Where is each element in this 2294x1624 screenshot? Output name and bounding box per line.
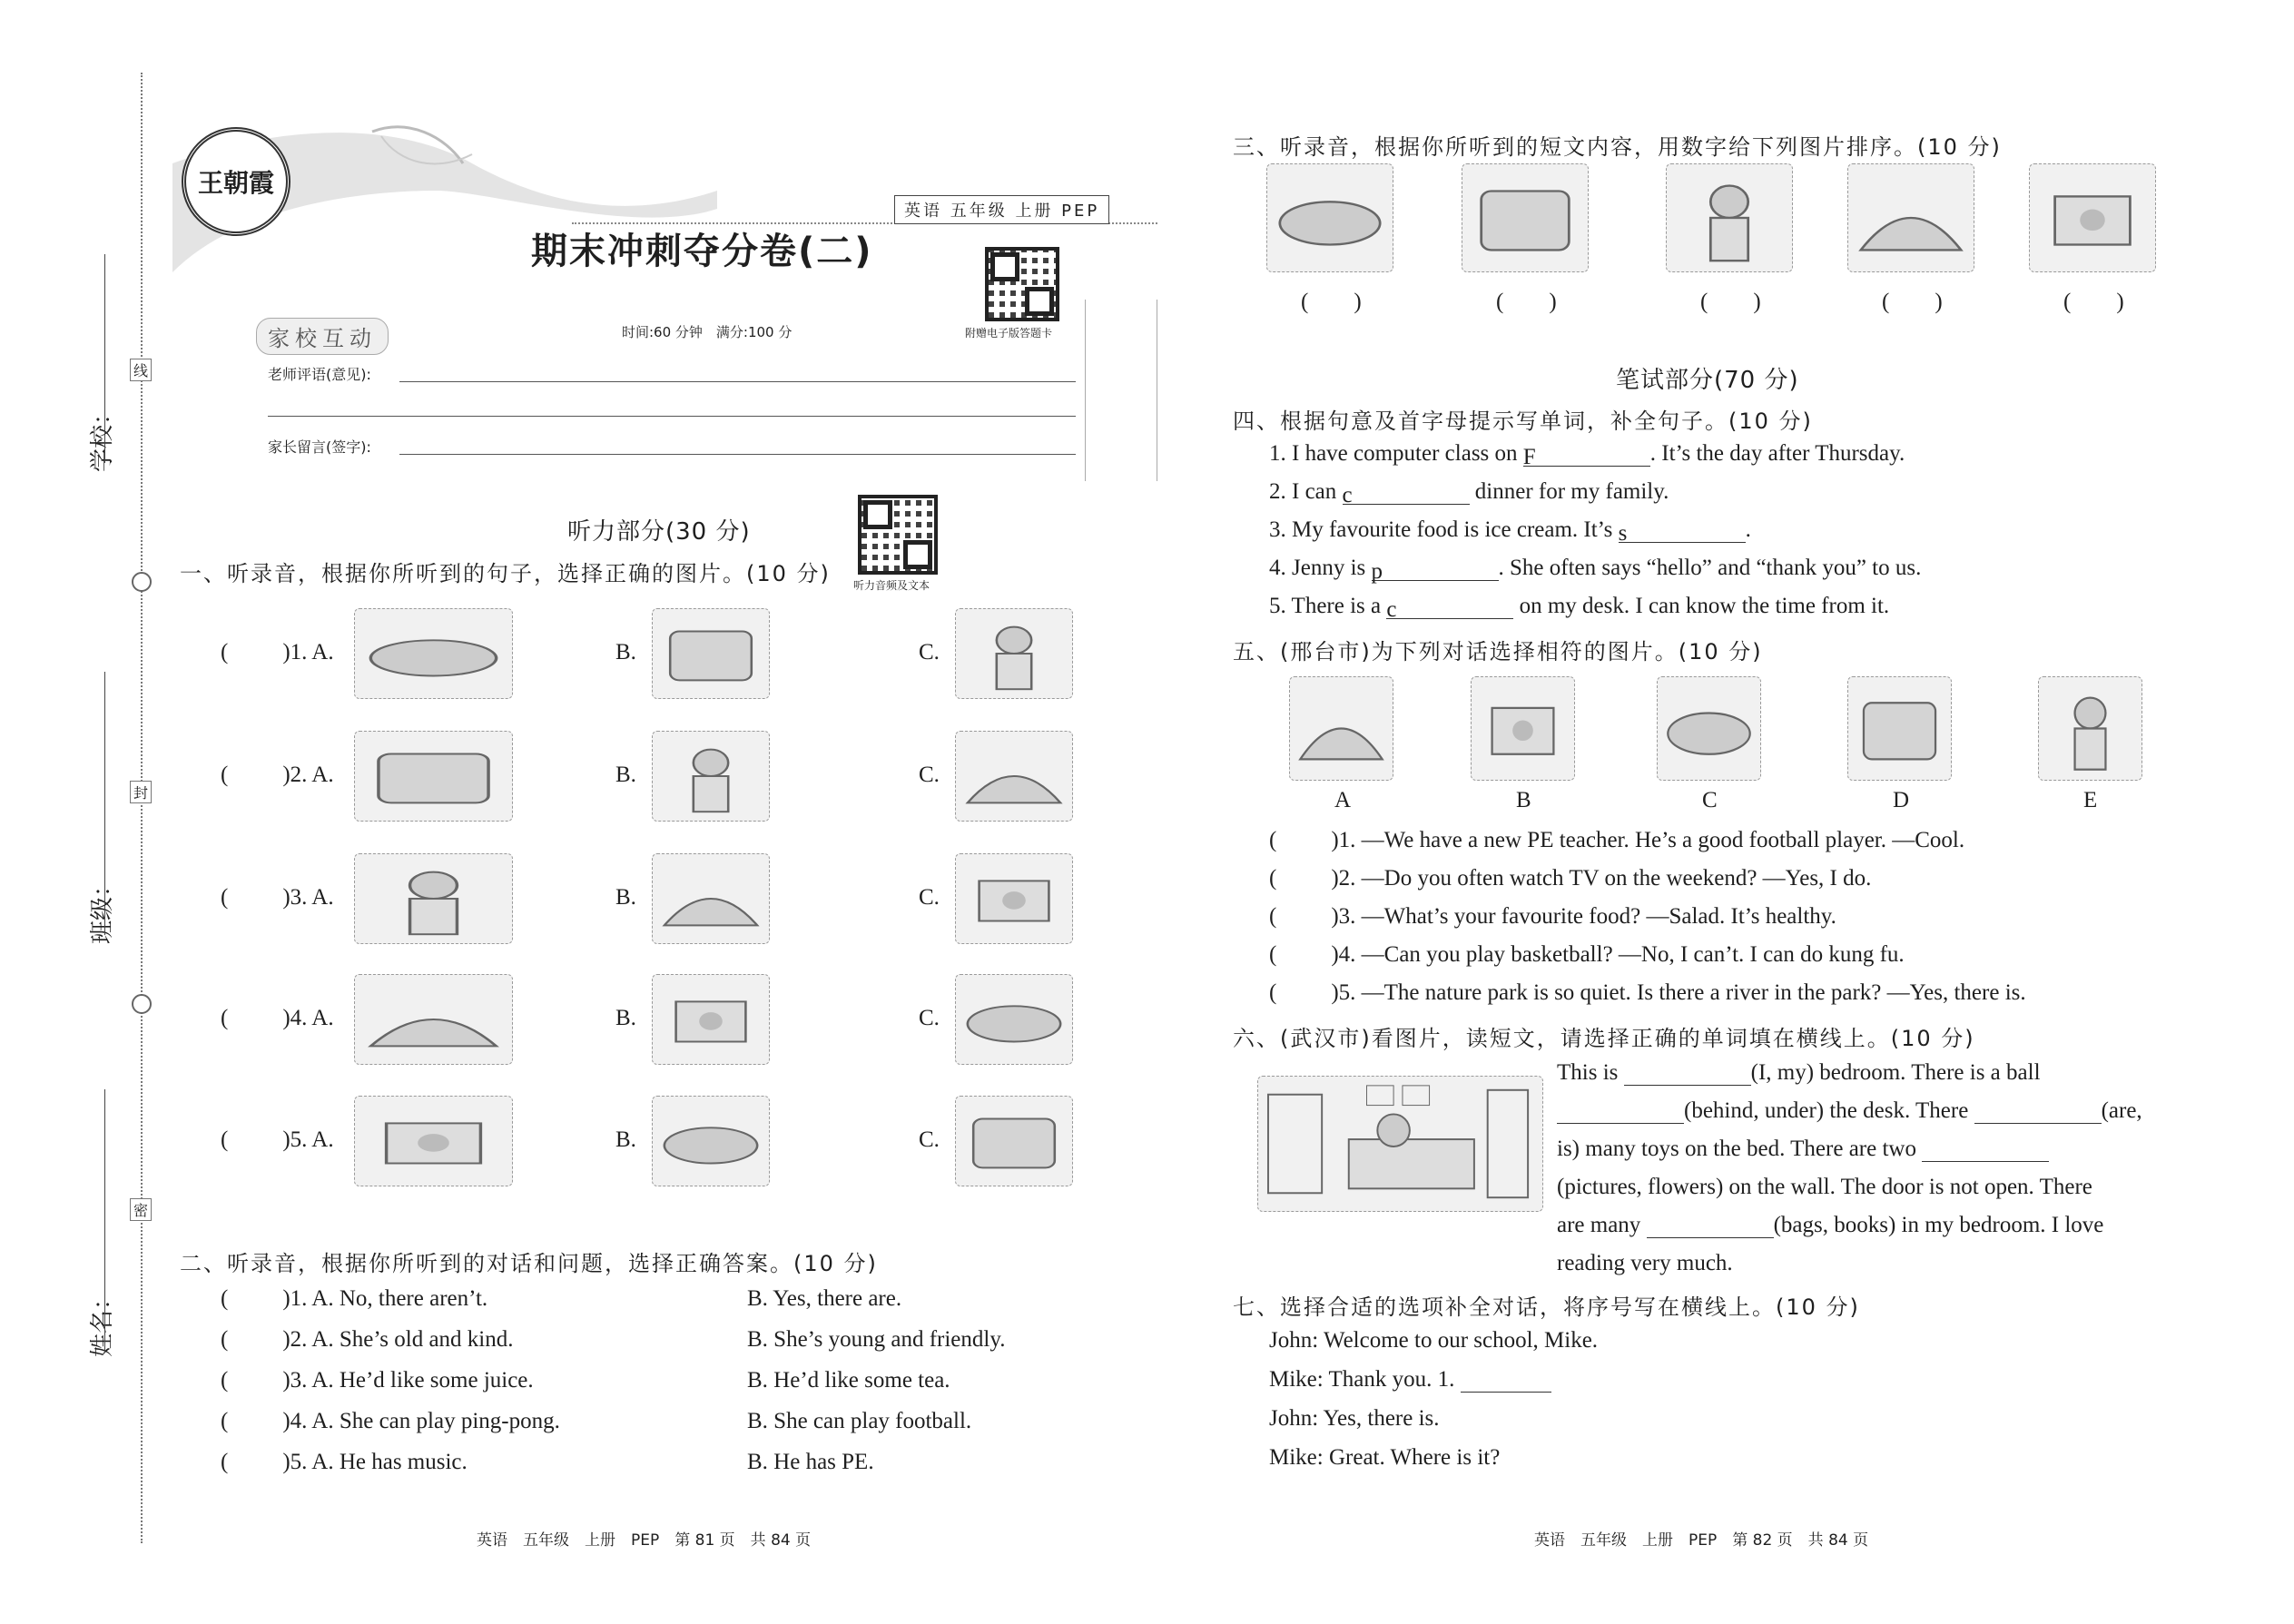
part6-blank[interactable]	[1647, 1216, 1774, 1238]
part2-question-4: ( )4. A. She can play ping-pong.	[221, 1409, 560, 1433]
home-school-banner: 家校互动	[256, 318, 389, 355]
brand-logo	[182, 127, 290, 236]
part1-question-1: ( )1. A.	[221, 640, 334, 664]
part4-blank[interactable]	[1618, 521, 1746, 546]
part1-option-a-label: 5. A.	[290, 1127, 334, 1152]
bedroom-picture	[1257, 1076, 1543, 1212]
part1-option-b-label: B.	[615, 1006, 636, 1030]
part3-picture-1	[1266, 163, 1393, 272]
part1-q2-picture-a	[354, 731, 513, 822]
part4-sentence-2	[1269, 479, 1669, 505]
part7-line-1	[1269, 1328, 1598, 1353]
part1-option-b-label: B.	[615, 640, 636, 664]
part7-dialogue-text: Mike: Thank you. 1.	[1269, 1367, 1461, 1392]
answer-card-qr-code[interactable]	[985, 247, 1059, 321]
part6-blank[interactable]	[1557, 1102, 1684, 1124]
part4-initial-letter: c	[1342, 483, 1353, 507]
part4-blank[interactable]	[1343, 483, 1470, 505]
part5-picture-a	[1289, 676, 1393, 781]
part6-title: 六、(武汉市)看图片，读短文，请选择正确的单词填在横线上。(10 分)	[1233, 1026, 1975, 1051]
part5-picture-d	[1847, 676, 1952, 781]
part3-picture-3	[1666, 163, 1793, 272]
part2-option-b: B. She’s young and friendly.	[747, 1327, 1006, 1352]
part1-q1-picture-a	[354, 608, 513, 699]
binding-dotted-line	[141, 73, 143, 1543]
part1-option-a-label: 4. A.	[290, 1006, 334, 1030]
part1-option-c-label: C.	[919, 1127, 940, 1152]
part3-picture-2	[1462, 163, 1589, 272]
listening-title: 听力部分(30 分)	[567, 518, 751, 546]
part1-option-a-label: 3. A.	[290, 885, 334, 910]
part1-option-a-label: 2. A.	[290, 763, 334, 787]
part1-q4-picture-a	[354, 974, 513, 1065]
part6-line-2	[1557, 1098, 2201, 1124]
part1-option-b-label: B.	[615, 763, 636, 787]
part6-text: (are,	[2101, 1098, 2142, 1123]
part4-initial-letter: F	[1522, 445, 1536, 469]
part3-answer-paren-4[interactable]: ( )	[1882, 290, 1943, 314]
part1-option-b-label: B.	[615, 885, 636, 910]
part3-title: 三、听录音，根据你所听到的短文内容，用数字给下列图片排序。(10 分)	[1233, 134, 2002, 160]
part1-question-4: ( )4. A.	[221, 1006, 334, 1030]
part1-q3-picture-b	[652, 853, 770, 944]
part5-picture-e	[2038, 676, 2142, 781]
part4-sentence-4	[1269, 556, 1922, 584]
part2-question-2: ( )2. A. She’s old and kind.	[221, 1327, 514, 1352]
part3-answer-paren-2[interactable]: ( )	[1496, 290, 1557, 314]
part4-initial-letter: p	[1371, 559, 1383, 584]
part5-picture-b	[1471, 676, 1575, 781]
parent-comment-label: 家长留言(签字):	[268, 438, 371, 456]
part2-option-b: B. She can play football.	[747, 1409, 972, 1433]
part1-option-b-label: B.	[615, 1127, 636, 1152]
part3-answer-paren-5[interactable]: ( )	[2063, 290, 2124, 314]
part4-sentence-1	[1269, 441, 1905, 467]
part6-text: (bags, books) in my bedroom. I love	[1773, 1213, 2104, 1237]
part1-question-2: ( )2. A.	[221, 763, 334, 787]
part2-option-a: 5. A. He has music.	[290, 1450, 468, 1474]
part5-dialogue-5: ( )5. —The nature park is so quiet. Is there a river in the park? —Yes, there is.	[1269, 980, 2026, 1005]
part5-dialogue-1: ( )1. —We have a new PE teacher. He’s a good football player. —Cool.	[1269, 828, 1965, 852]
footer-right: 英语 五年级 上册 PEP 第 82 页 共 84 页	[1534, 1531, 1869, 1550]
part4-initial-letter: c	[1386, 597, 1397, 622]
class-field[interactable]	[104, 672, 105, 935]
part6-line-5	[1557, 1213, 2201, 1238]
part5-dialogue-3: ( )3. —What’s your favourite food? —Salad. It’s healthy.	[1269, 904, 1836, 929]
part6-text: reading very much.	[1557, 1251, 1733, 1275]
part7-line-4	[1269, 1445, 1500, 1471]
brand-logo-text: 王朝霞	[197, 168, 274, 198]
part1-option-a-label: 1. A.	[290, 640, 334, 664]
part6-line-6	[1557, 1251, 2201, 1276]
part5-dialogue-text: 5. —The nature park is so quiet. Is there a river in the park? —Yes, there is.	[1338, 980, 2026, 1005]
part4-sentence-start: 4. Jenny is	[1269, 556, 1372, 580]
answer-card-qr-caption: 附赠电子版答题卡	[965, 327, 1053, 340]
time-info: 时间:60 分钟 满分:100 分	[622, 324, 793, 340]
class-label: 班级：	[89, 872, 116, 944]
series-tag: 英语 五年级 上册 PEP	[894, 195, 1109, 224]
part1-q5-picture-c	[955, 1096, 1073, 1186]
side-char-1: 线	[130, 359, 152, 381]
part1-q2-picture-b	[652, 731, 770, 822]
binding-hole-2	[132, 994, 152, 1014]
header-grid-deco	[1085, 300, 1157, 481]
school-field[interactable]	[104, 254, 105, 463]
part6-text: is) many toys on the bed. There are two	[1557, 1137, 1923, 1161]
part6-blank[interactable]	[1624, 1064, 1751, 1086]
part4-sentence-end: on my desk. I can know the time from it.	[1513, 594, 1890, 618]
part7-title: 七、选择合适的选项补全对话，将序号写在横线上。(10 分)	[1233, 1294, 1860, 1320]
part5-picture-label: D	[1893, 788, 1910, 812]
part2-question-1: ( )1. A. No, there aren’t.	[221, 1286, 488, 1311]
part1-option-c-label: C.	[919, 763, 940, 787]
page-title: 期末冲刺夺分卷(二)	[531, 231, 873, 272]
part4-blank[interactable]	[1523, 445, 1650, 467]
part7-blank[interactable]	[1461, 1371, 1551, 1393]
part2-option-a: 4. A. She can play ping-pong.	[290, 1409, 560, 1433]
part2-option-a: 3. A. He’d like some juice.	[290, 1368, 534, 1393]
part2-option-b: B. He’d like some tea.	[747, 1368, 950, 1393]
part5-dialogue-text: 1. —We have a new PE teacher. He’s a good football player. —Cool.	[1338, 828, 1965, 852]
part1-option-c-label: C.	[919, 640, 940, 664]
part4-sentence-start: 5. There is a	[1269, 594, 1387, 618]
listening-qr-caption: 听力音频及文本	[853, 579, 930, 592]
part2-title: 二、听录音，根据你所听到的对话和问题，选择正确答案。(10 分)	[180, 1251, 878, 1276]
part1-q1-picture-b	[652, 608, 770, 699]
part7-dialogue-text: John: Welcome to our school, Mike.	[1269, 1328, 1599, 1353]
part6-line-1	[1557, 1060, 2201, 1086]
part7-dialogue-text: John: Yes, there is.	[1269, 1406, 1440, 1431]
part1-question-5: ( )5. A.	[221, 1127, 334, 1152]
part6-text: This is	[1557, 1060, 1624, 1085]
part1-q2-picture-c	[955, 731, 1073, 822]
part2-option-a: 1. A. No, there aren’t.	[290, 1286, 488, 1311]
part6-text: (behind, under) the desk. There	[1684, 1098, 1974, 1123]
part5-title: 五、(邢台市)为下列对话选择相符的图片。(10 分)	[1233, 639, 1763, 664]
part6-text: are many	[1557, 1213, 1647, 1237]
part1-question-3: ( )3. A.	[221, 885, 334, 910]
school-label: 学校：	[89, 400, 116, 472]
part4-sentence-end: dinner for my family.	[1469, 479, 1669, 504]
writing-title: 笔试部分(70 分)	[1616, 367, 1799, 394]
part7-line-2	[1269, 1367, 1551, 1393]
teacher-comment-line-2[interactable]	[268, 416, 1076, 417]
part2-option-a: 2. A. She’s old and kind.	[290, 1327, 514, 1352]
part1-q3-picture-a	[354, 853, 513, 944]
listening-qr-code[interactable]	[858, 495, 938, 575]
part1-q3-picture-c	[955, 853, 1073, 944]
part6-blank[interactable]	[1974, 1102, 2102, 1124]
part6-line-4	[1557, 1175, 2201, 1200]
part1-q1-picture-c	[955, 608, 1073, 699]
part4-sentence-start: 3. My favourite food is ice cream. It’s	[1269, 517, 1619, 542]
part4-sentence-3	[1269, 517, 1751, 546]
part4-sentence-end: .	[1745, 517, 1751, 542]
part1-q4-picture-c	[955, 974, 1073, 1065]
part3-answer-paren-1[interactable]: ( )	[1301, 290, 1362, 314]
part2-question-5: ( )5. A. He has music.	[221, 1450, 468, 1474]
part6-text: (pictures, flowers) on the wall. The door is not open. There	[1557, 1175, 2092, 1199]
name-field[interactable]	[104, 1089, 105, 1353]
part4-sentence-5	[1269, 594, 1890, 622]
part2-option-b: B. He has PE.	[747, 1450, 874, 1474]
name-label: 姓名：	[89, 1285, 116, 1357]
binding-hole-1	[132, 572, 152, 592]
footer-left: 英语 五年级 上册 PEP 第 81 页 共 84 页	[477, 1531, 812, 1550]
part6-line-3	[1557, 1137, 2201, 1162]
part1-q4-picture-b	[652, 974, 770, 1065]
part5-dialogue-2: ( )2. —Do you often watch TV on the weekend? —Yes, I do.	[1269, 866, 1872, 891]
part1-option-c-label: C.	[919, 885, 940, 910]
part4-sentence-start: 1. I have computer class on	[1269, 441, 1523, 466]
part5-dialogue-4: ( )4. —Can you play basketball? —No, I can’t. I can do kung fu.	[1269, 942, 1905, 967]
part4-sentence-end: . It’s the day after Thursday.	[1649, 441, 1905, 466]
part5-dialogue-text: 3. —What’s your favourite food? —Salad. It’s healthy.	[1338, 904, 1836, 929]
part5-picture-label: B	[1516, 788, 1531, 812]
part5-dialogue-text: 2. —Do you often watch TV on the weekend? —Yes, I do.	[1338, 866, 1872, 891]
part5-picture-label: E	[2083, 788, 2098, 812]
side-char-2: 封	[130, 781, 152, 803]
teacher-comment-line-1[interactable]	[399, 381, 1076, 382]
part3-answer-paren-3[interactable]: ( )	[1700, 290, 1761, 314]
part3-picture-5	[2029, 163, 2156, 272]
side-char-3: 密	[130, 1198, 152, 1221]
part1-title: 一、听录音，根据你所听到的句子，选择正确的图片。(10 分)	[180, 561, 831, 586]
part6-text: (I, my) bedroom. There is a ball	[1750, 1060, 2041, 1085]
part1-q5-picture-a	[354, 1096, 513, 1186]
part4-title: 四、根据句意及首字母提示写单词，补全句子。(10 分)	[1233, 408, 1813, 434]
part1-q5-picture-b	[652, 1096, 770, 1186]
part5-picture-c	[1657, 676, 1761, 781]
part6-blank[interactable]	[1922, 1140, 2049, 1162]
part4-blank[interactable]	[1371, 559, 1499, 584]
part5-picture-label: C	[1702, 788, 1718, 812]
part4-initial-letter: s	[1618, 521, 1628, 546]
part4-blank[interactable]	[1386, 597, 1513, 622]
part2-question-3: ( )3. A. He’d like some juice.	[221, 1368, 534, 1393]
part7-dialogue-text: Mike: Great. Where is it?	[1269, 1445, 1501, 1470]
part4-sentence-end: . She often says “hello” and “thank you” to us.	[1498, 556, 1922, 580]
part1-option-c-label: C.	[919, 1006, 940, 1030]
part3-picture-4	[1847, 163, 1974, 272]
part7-line-3	[1269, 1406, 1440, 1432]
part4-sentence-start: 2. I can	[1269, 479, 1343, 504]
part5-dialogue-text: 4. —Can you play basketball? —No, I can’t. I can do kung fu.	[1338, 942, 1905, 967]
teacher-comment-label: 老师评语(意见):	[268, 366, 371, 383]
parent-comment-line[interactable]	[399, 454, 1076, 455]
part2-option-b: B. Yes, there are.	[747, 1286, 902, 1311]
part5-picture-label: A	[1334, 788, 1352, 812]
